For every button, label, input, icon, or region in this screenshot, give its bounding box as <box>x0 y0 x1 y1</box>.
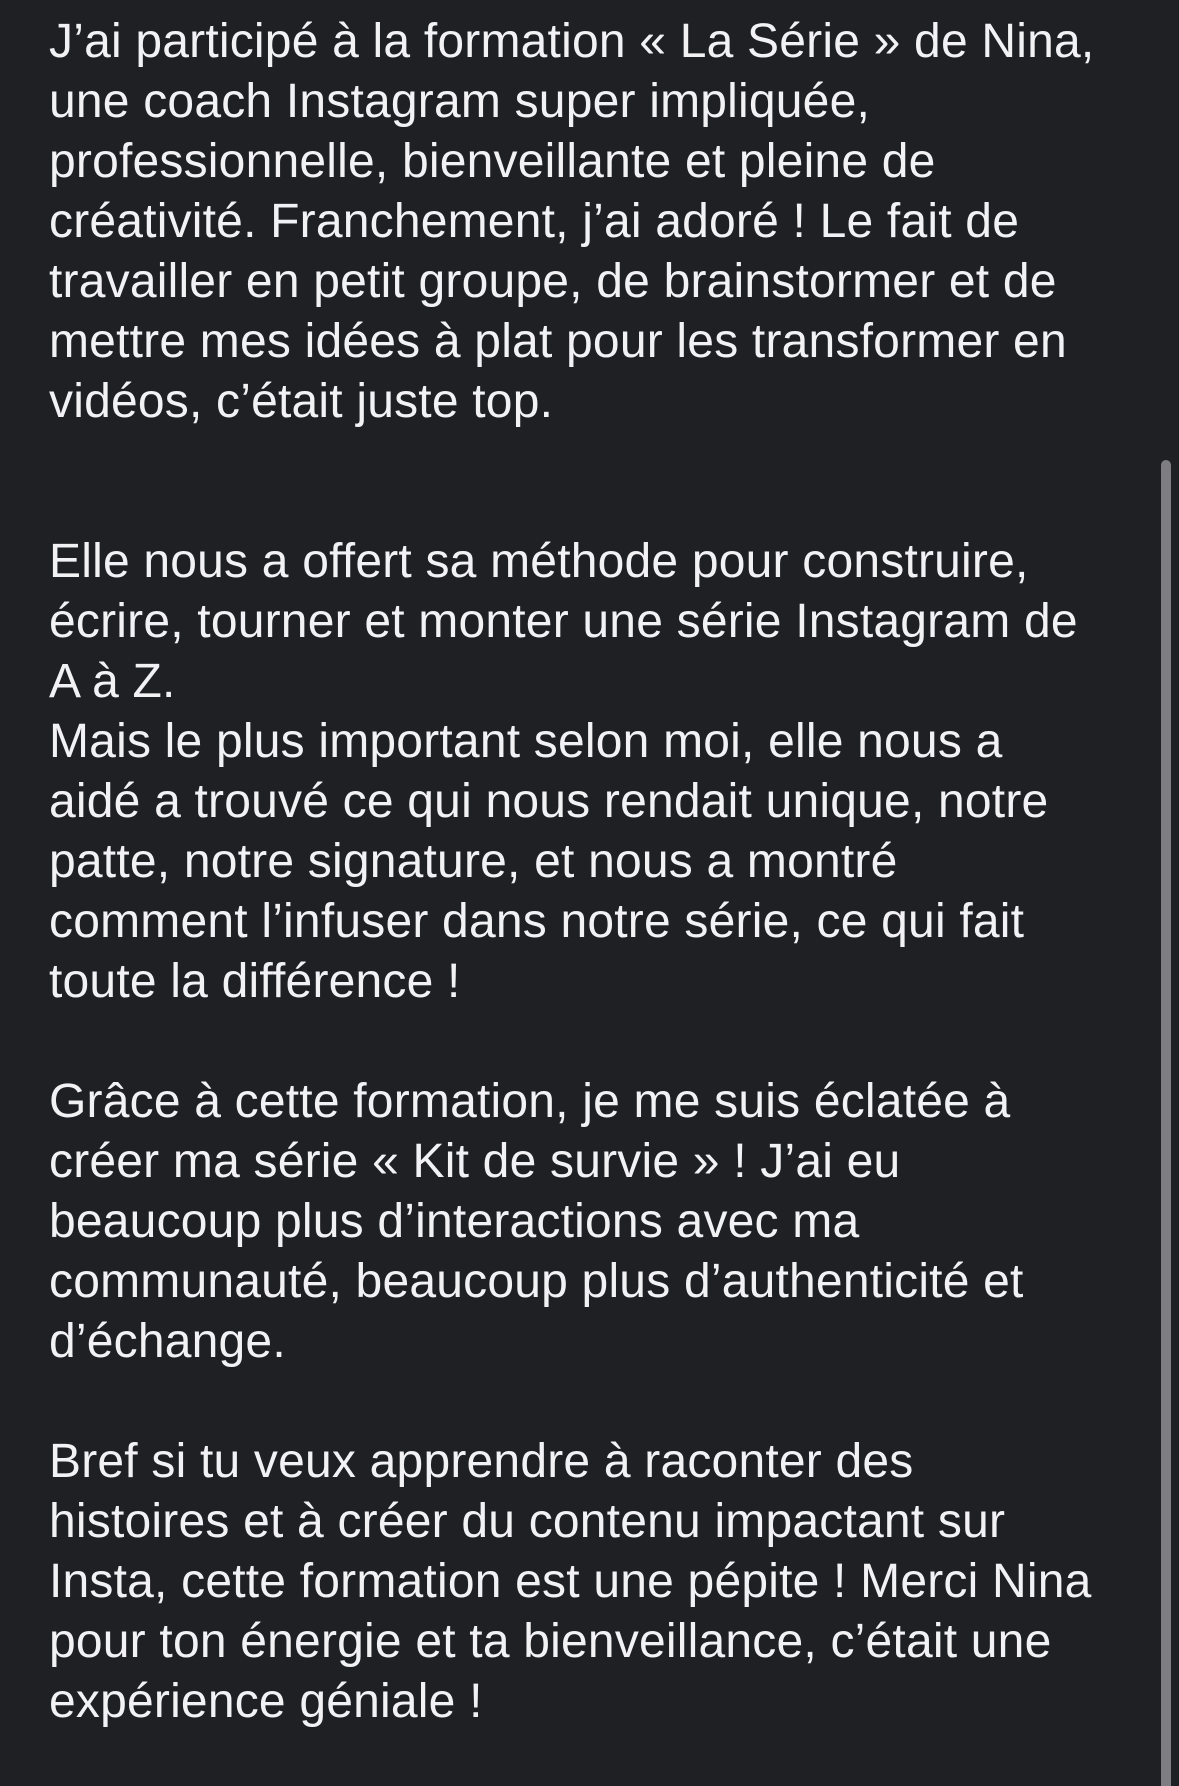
paragraph-conclusion <box>49 1432 1149 1732</box>
text-line: Mais le plus important selon moi, elle nous a <box>49 715 1003 768</box>
text-line: vidéos, c’était juste top. <box>49 375 554 428</box>
paragraph-results <box>49 1072 1149 1372</box>
scrollbar-thumb[interactable] <box>1161 460 1171 1786</box>
text-line: professionnelle, bienveillante et pleine de <box>49 135 936 188</box>
text-line: pour ton énergie et ta bienveillance, c’était une <box>49 1615 1052 1668</box>
paragraph-method <box>49 532 1149 1012</box>
text-line: A à Z. <box>49 655 176 708</box>
text-line: Elle nous a offert sa méthode pour construire, <box>49 535 1029 588</box>
paragraph-spacer <box>49 1012 1149 1072</box>
text-line: toute la différence ! <box>49 955 461 1008</box>
text-line: mettre mes idées à plat pour les transformer en <box>49 315 1067 368</box>
text-line: expérience géniale ! <box>49 1675 483 1728</box>
testimonial-text <box>49 12 1149 1732</box>
text-line: travailler en petit groupe, de brainstormer et de <box>49 255 1057 308</box>
text-line: créer ma série « Kit de survie » ! J’ai eu <box>49 1135 901 1188</box>
text-line: histoires et à créer du contenu impactant sur <box>49 1495 1006 1548</box>
text-line: patte, notre signature, et nous a montré <box>49 835 898 888</box>
text-line: une coach Instagram super impliquée, <box>49 75 870 128</box>
text-line: d’échange. <box>49 1315 286 1368</box>
text-line: aidé a trouvé ce qui nous rendait unique, notre <box>49 775 1049 828</box>
text-line: communauté, beaucoup plus d’authenticité et <box>49 1255 1024 1308</box>
paragraph-spacer <box>49 432 1149 532</box>
text-line: Grâce à cette formation, je me suis éclatée à <box>49 1075 1011 1128</box>
text-line: Insta, cette formation est une pépite ! Merci Nina <box>49 1555 1092 1608</box>
text-line: J’ai participé à la formation « La Série » de Nina, <box>49 15 1095 68</box>
text-line: créativité. Franchement, j’ai adoré ! Le fait de <box>49 195 1020 248</box>
scrollbar[interactable] <box>1157 0 1179 1786</box>
paragraph-spacer <box>49 1372 1149 1432</box>
text-line: beaucoup plus d’interactions avec ma <box>49 1195 860 1248</box>
text-line: Bref si tu veux apprendre à raconter des <box>49 1435 914 1488</box>
paragraph-intro <box>49 12 1149 432</box>
text-line: écrire, tourner et monter une série Instagram de <box>49 595 1078 648</box>
text-line: comment l’infuser dans notre série, ce qui fait <box>49 895 1025 948</box>
